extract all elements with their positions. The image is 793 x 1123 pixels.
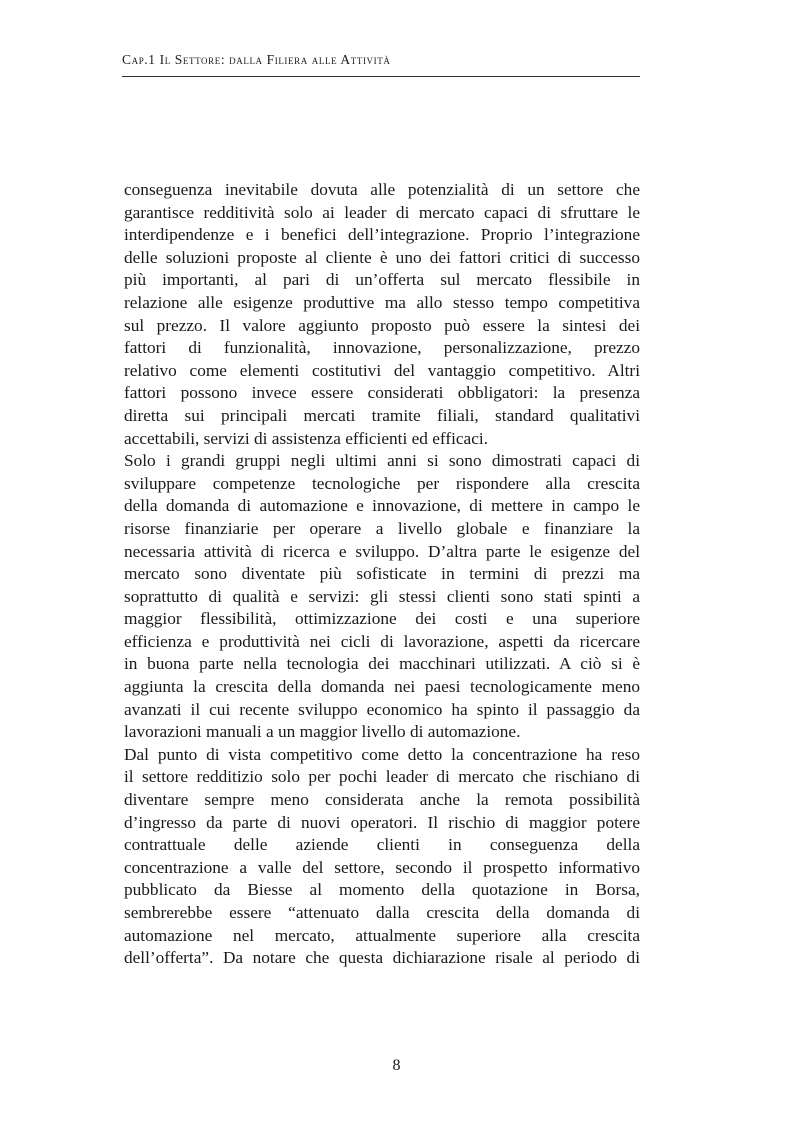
- text-line: accettabili, servizi di assistenza efficienti ed efficaci.: [124, 428, 489, 448]
- text-line: maggior flessibilità, ottimizzazione dei costi e una superiore: [124, 609, 640, 629]
- paragraph-3: [124, 744, 640, 970]
- text-line: relazione alle esigenze produttive ma allo stesso tempo competitiva: [124, 292, 640, 312]
- text-line: il settore redditizio solo per pochi leader di mercato che rischiano di: [124, 767, 640, 787]
- text-line: d’ingresso da parte di nuovi operatori. Il rischio di maggior potere: [124, 812, 640, 832]
- text-line: diretta sui principali mercati tramite filiali, standard qualitativi: [124, 405, 640, 425]
- paragraph-1: [124, 179, 640, 450]
- text-line: conseguenza inevitabile dovuta alle potenzialità di un settore che: [124, 180, 640, 199]
- text-line: necessaria attività di ricerca e sviluppo. D’altra parte le esigenze del: [124, 541, 640, 561]
- text-line: sul prezzo. Il valore aggiunto proposto può essere la sintesi dei: [124, 315, 640, 335]
- text-line: risorse finanziarie per operare a livello globale e finanziare la: [124, 518, 640, 538]
- header-rule: [122, 76, 640, 77]
- text-line: fattori possono invece essere considerati obbligatori: la presenza: [124, 383, 640, 403]
- page-number: 8: [392, 1057, 401, 1074]
- text-line: delle soluzioni proposte al cliente è uno dei fattori critici di successo: [124, 247, 640, 267]
- paragraph-2: [124, 450, 640, 744]
- text-line: in buona parte nella tecnologia dei macchinari utilizzati. A ciò si è: [124, 654, 640, 674]
- text-line: mercato sono diventate più sofisticate in termini di prezzi ma: [124, 564, 640, 584]
- text-line: Solo i grandi gruppi negli ultimi anni si sono dimostrati capaci di: [124, 451, 640, 471]
- text-line: diventare sempre meno considerata anche la remota possibilità: [124, 790, 640, 810]
- text-line: interdipendenze e i benefici dell’integrazione. Proprio l’integrazione: [124, 225, 640, 245]
- text-line: sviluppare competenze tecnologiche per rispondere alla crescita: [124, 473, 640, 493]
- text-line: relativo come elementi costitutivi del vantaggio competitivo. Altri: [124, 360, 640, 380]
- text-line: aggiunta la crescita della domanda nei paesi tecnologicamente meno: [124, 677, 640, 697]
- text-line: efficienza e produttività nei cicli di lavorazione, aspetti da ricercare: [124, 631, 640, 651]
- text-line: automazione nel mercato, attualmente superiore alla crescita: [124, 925, 640, 945]
- text-line: concentrazione a valle del settore, secondo il prospetto informativo: [124, 857, 640, 877]
- text-line: avanzati il cui recente sviluppo economico ha spinto il passaggio da: [124, 699, 640, 719]
- text-line: garantisce redditività solo ai leader di mercato capaci di sfruttare le: [124, 202, 640, 222]
- text-line: contrattuale delle aziende clienti in conseguenza della: [124, 835, 640, 855]
- text-line: più importanti, al pari di un’offerta sul mercato flessibile in: [124, 270, 640, 290]
- text-line: fattori di funzionalità, innovazione, personalizzazione, prezzo: [124, 338, 640, 358]
- body-text: [124, 179, 640, 970]
- text-line: dell’offerta”. Da notare che questa dichiarazione risale al periodo di: [124, 948, 640, 968]
- running-header: Cap.1 Il Settore: dalla Filiera alle Attività: [122, 52, 391, 67]
- text-line: soprattutto di qualità e servizi: gli stessi clienti sono stati spinti a: [124, 586, 640, 606]
- text-line: della domanda di automazione e innovazione, di mettere in campo le: [124, 496, 640, 516]
- text-line: sembrerebbe essere “attenuato dalla crescita della domanda di: [124, 903, 640, 922]
- text-line: Dal punto di vista competitivo come detto la concentrazione ha reso: [124, 744, 640, 764]
- text-line: lavorazioni manuali a un maggior livello di automazione.: [124, 722, 521, 742]
- text-line: pubblicato da Biesse al momento della quotazione in Borsa,: [124, 880, 640, 900]
